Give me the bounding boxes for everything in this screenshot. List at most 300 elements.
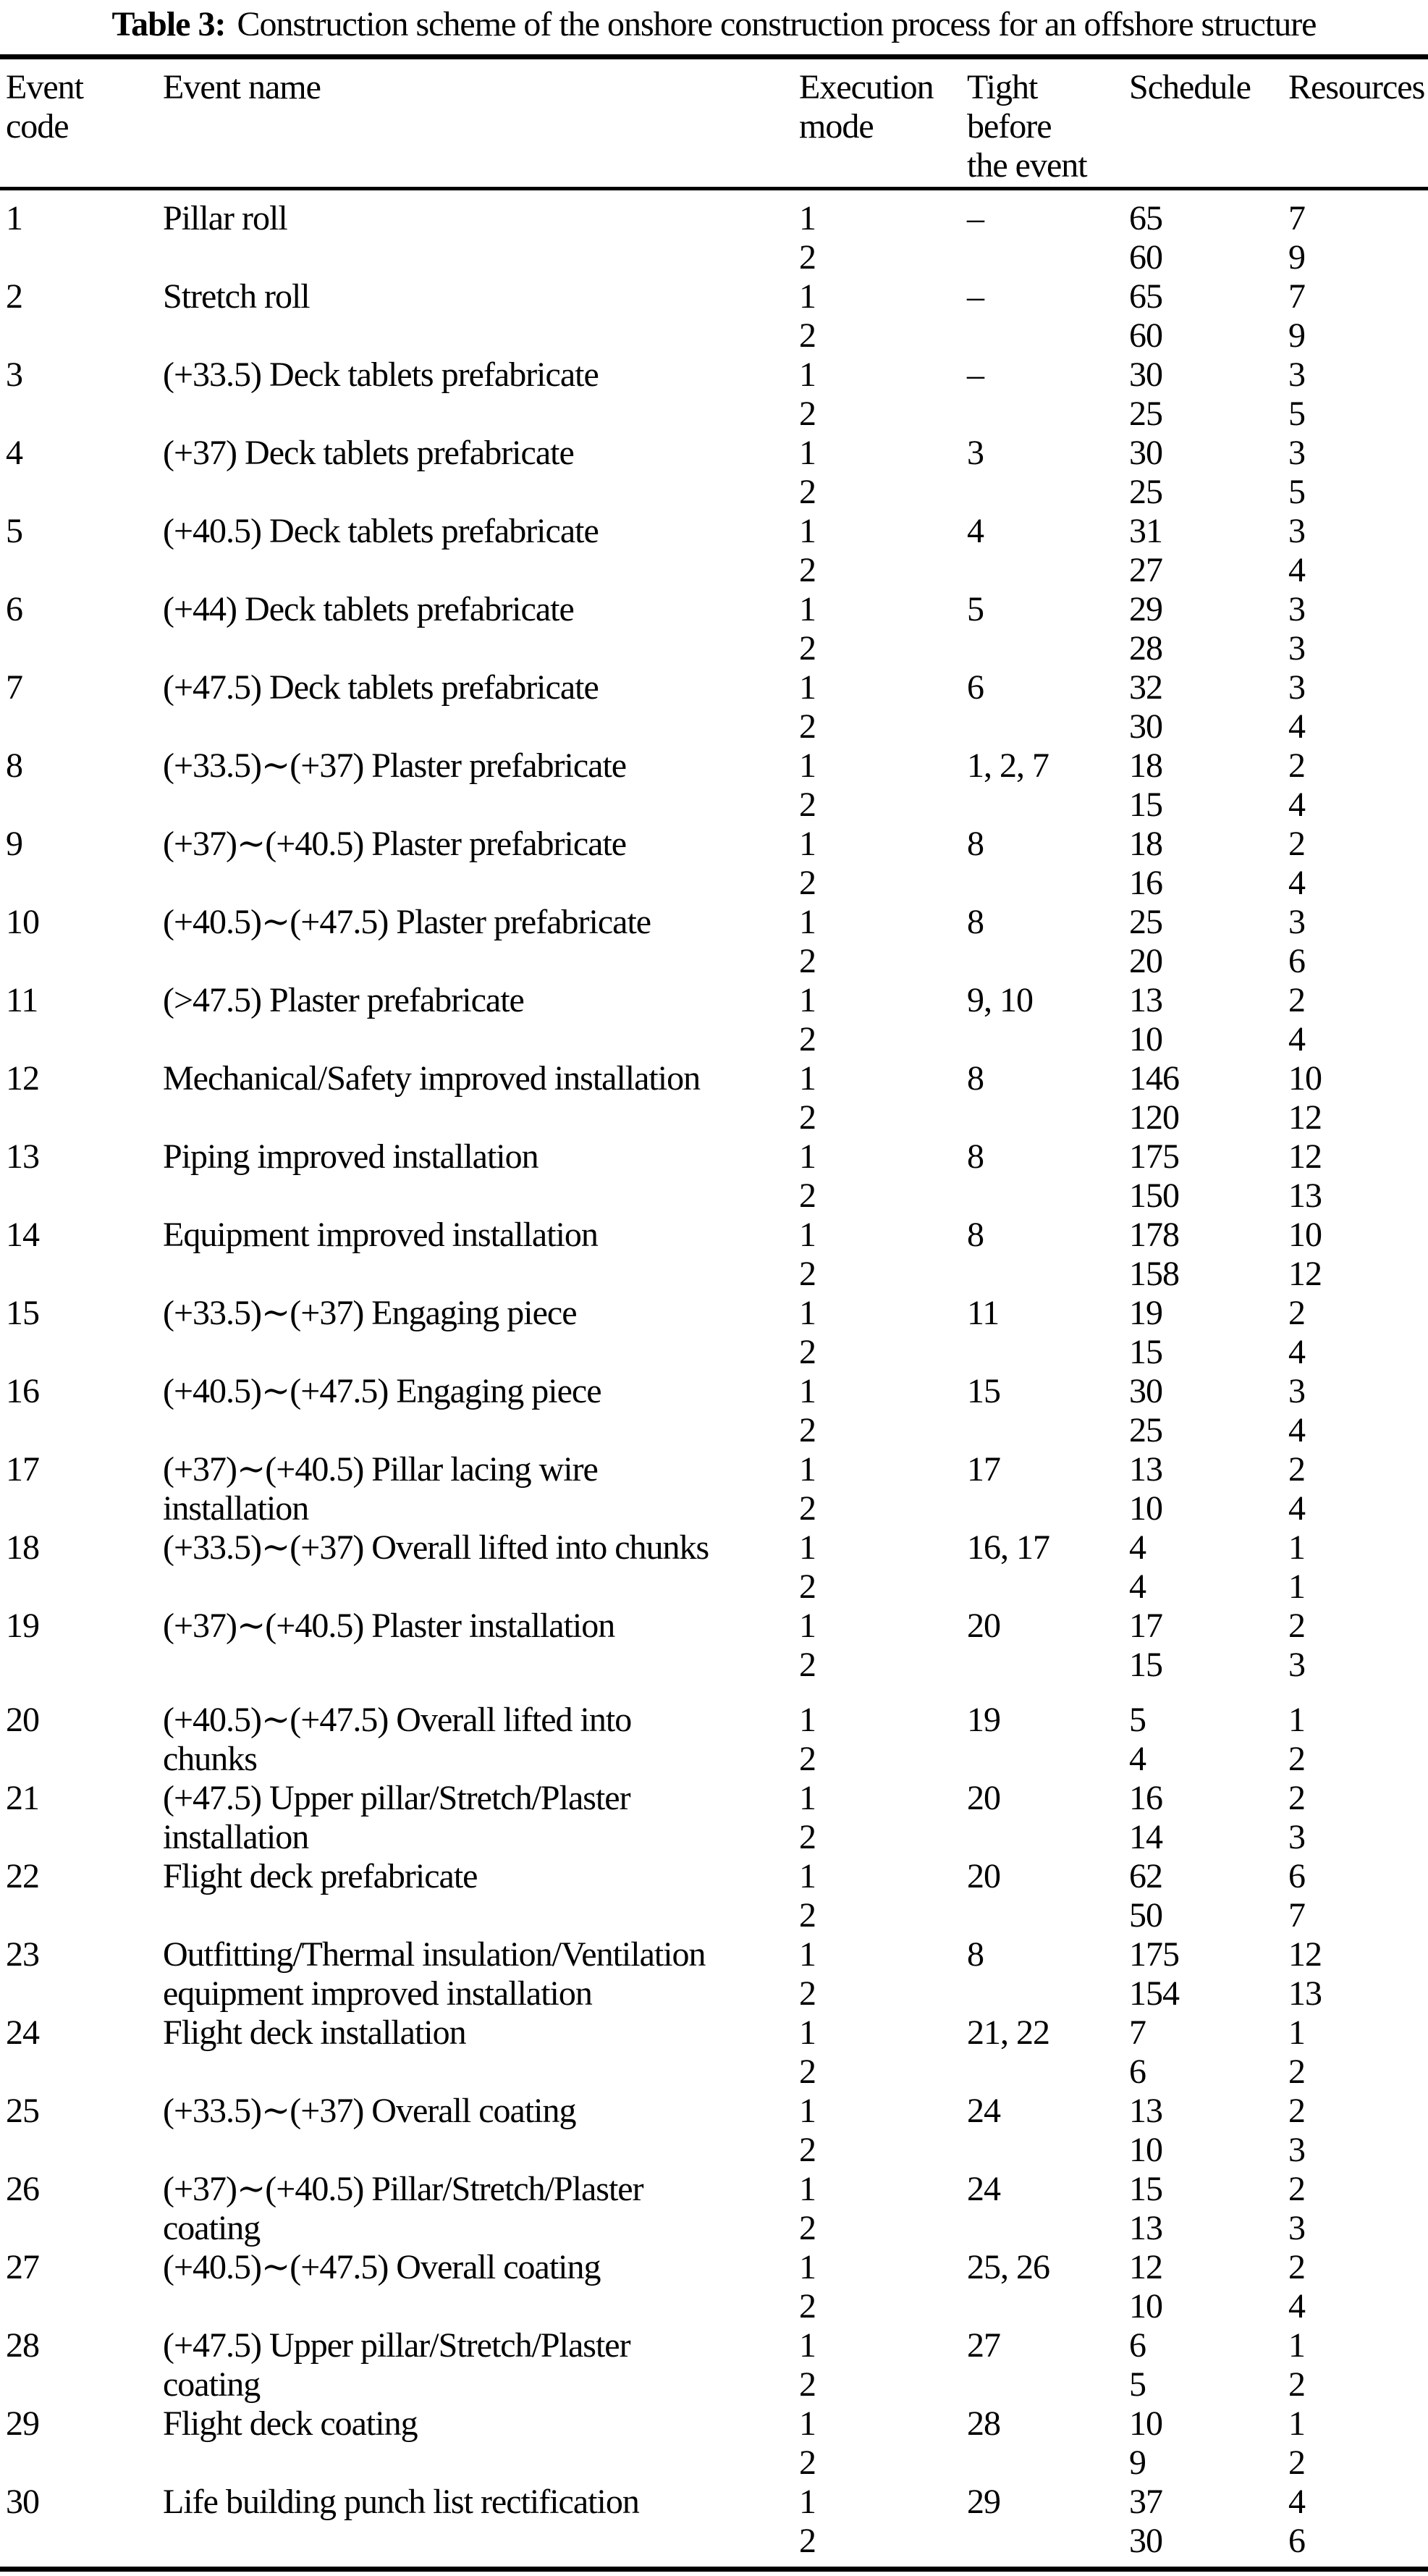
resources-cell: 3 (1288, 512, 1305, 550)
header-line: mode (799, 107, 874, 146)
event-code-cell: 11 (6, 981, 38, 1019)
resources-cell: 3 (1288, 1818, 1305, 1856)
event-name-cell (157, 1137, 793, 1216)
resources-cell: 3 (1288, 434, 1305, 472)
execution-mode-cell: 1 (799, 1059, 816, 1098)
tight-before-cell (961, 473, 1123, 512)
tight-before-cell (961, 864, 1123, 903)
header-line: Execution (799, 68, 934, 106)
execution-mode-cell: 2 (799, 1974, 816, 2013)
schedule-cell: 158 (1129, 1255, 1179, 1293)
header-line: the event (967, 146, 1087, 185)
resources-cell: 12 (1288, 1935, 1322, 1974)
tight-before-cell (961, 2053, 1123, 2092)
tight-before-cell: 8 (967, 1137, 984, 1176)
execution-mode-cell: 2 (799, 707, 816, 746)
execution-mode-cell: 1 (799, 1779, 816, 1817)
header-schedule (1123, 57, 1283, 189)
header-row (0, 57, 1428, 189)
schedule-cell: 9 (1129, 2444, 1146, 2482)
event-code-cell: 4 (6, 434, 22, 472)
resources-cell: 10 (1288, 1216, 1322, 1254)
schedule-cell: 62 (1129, 1857, 1162, 1895)
resources-cell: 2 (1288, 2170, 1305, 2208)
resources-cell: 1 (1288, 2326, 1305, 2365)
event-name-cell (157, 1607, 793, 1685)
event-name-cell (157, 199, 793, 277)
execution-mode-cell: 2 (799, 2522, 816, 2560)
tight-before-cell (961, 629, 1123, 668)
execution-mode-cell: 2 (799, 1646, 816, 1684)
event-code-cell: 15 (6, 1294, 39, 1332)
tight-before-cell (961, 2522, 1123, 2561)
spacer-row (0, 2561, 1428, 2569)
event-row (0, 668, 1428, 707)
table-caption-text: Construction scheme of the onshore construction process for an offshore structure (237, 5, 1317, 43)
resources-cell: 12 (1288, 1137, 1322, 1176)
execution-mode-cell: 1 (799, 2483, 816, 2521)
event-name-cell (157, 277, 793, 355)
event-row (0, 590, 1428, 629)
schedule-cell: 13 (1129, 981, 1162, 1019)
event-name-line: (+47.5) Deck tablets prefabricate (163, 668, 599, 707)
tight-before-cell (961, 786, 1123, 825)
resources-cell: 4 (1288, 786, 1305, 824)
schedule-cell: 10 (1129, 2404, 1162, 2443)
event-code-cell: 30 (6, 2483, 39, 2521)
schedule-cell: 37 (1129, 2483, 1162, 2521)
tight-before-cell: 1, 2, 7 (967, 746, 1049, 785)
schedule-cell: 178 (1129, 1216, 1179, 1254)
tight-before-cell (961, 1896, 1123, 1935)
resources-cell: 2 (1288, 825, 1305, 863)
execution-mode-cell: 2 (799, 2209, 816, 2247)
header-line: Event (6, 68, 83, 106)
event-row (0, 1701, 1428, 1740)
schedule-cell: 12 (1129, 2248, 1162, 2286)
spacer-row (0, 189, 1428, 200)
tight-before-cell (961, 551, 1123, 590)
event-row (0, 355, 1428, 395)
tight-before-cell: 20 (967, 1857, 1000, 1895)
resources-cell: 2 (1288, 2444, 1305, 2482)
execution-mode-cell: 1 (799, 1935, 816, 1974)
schedule-cell: 10 (1129, 2287, 1162, 2325)
schedule-cell: 30 (1129, 355, 1162, 394)
tight-before-cell (961, 2131, 1123, 2170)
resources-cell: 5 (1288, 395, 1305, 433)
tight-before-cell (961, 707, 1123, 746)
schedule-cell: 5 (1129, 2365, 1146, 2404)
event-row (0, 746, 1428, 786)
tight-before-cell: 20 (967, 1607, 1000, 1645)
schedule-cell: 175 (1129, 1137, 1179, 1176)
resources-cell: 2 (1288, 2053, 1305, 2091)
execution-mode-cell: 1 (799, 2326, 816, 2365)
event-name-line: (+40.5)∼(+47.5) Overall coating (163, 2248, 601, 2286)
resources-cell: 7 (1288, 199, 1305, 237)
header-event-code (0, 57, 157, 189)
event-name-line: (+33.5)∼(+37) Plaster prefabricate (163, 746, 627, 785)
execution-mode-cell: 1 (799, 2404, 816, 2443)
event-name-cell (157, 825, 793, 903)
execution-mode-cell: 1 (799, 1857, 816, 1895)
tight-before-cell: 8 (967, 825, 984, 863)
schedule-cell: 32 (1129, 668, 1162, 707)
resources-cell: 4 (1288, 2483, 1305, 2521)
resources-cell: 6 (1288, 1857, 1305, 1895)
schedule-cell: 19 (1129, 1294, 1162, 1332)
resources-cell: 1 (1288, 2013, 1305, 2052)
header-line: code (6, 107, 69, 146)
event-name-cell (157, 2483, 793, 2561)
resources-cell: 2 (1288, 2365, 1305, 2404)
event-code-cell: 12 (6, 1059, 39, 1098)
event-name-cell (157, 434, 793, 512)
resources-cell: 3 (1288, 903, 1305, 941)
schedule-cell: 13 (1129, 1450, 1162, 1489)
execution-mode-cell: 1 (799, 1372, 816, 1410)
event-name-line: equipment improved installation (163, 1974, 592, 2013)
event-name-cell (157, 355, 793, 434)
execution-mode-cell: 1 (799, 2013, 816, 2052)
schedule-cell: 14 (1129, 1818, 1162, 1856)
tight-before-cell: 25, 26 (967, 2248, 1049, 2286)
tight-before-cell: – (967, 277, 984, 316)
resources-cell: 4 (1288, 2287, 1305, 2325)
resources-cell: 1 (1288, 1528, 1305, 1567)
resources-cell: 2 (1288, 1779, 1305, 1817)
schedule-cell: 5 (1129, 1701, 1146, 1739)
tight-before-cell (961, 1974, 1123, 2013)
tight-before-cell: 11 (967, 1294, 1000, 1332)
schedule-cell: 25 (1129, 1411, 1162, 1449)
execution-mode-cell: 2 (799, 2444, 816, 2482)
event-name-cell (157, 1372, 793, 1450)
tight-before-cell (961, 1740, 1123, 1779)
event-name-line: Outfitting/Thermal insulation/Ventilation (163, 1935, 706, 1974)
tight-before-cell (961, 1098, 1123, 1137)
execution-mode-cell: 2 (799, 1333, 816, 1371)
execution-mode-cell: 2 (799, 316, 816, 355)
tight-before-cell: 8 (967, 1935, 984, 1974)
tight-before-cell: 24 (967, 2170, 1000, 2208)
execution-mode-cell: 2 (799, 2053, 816, 2091)
resources-cell: 3 (1288, 668, 1305, 707)
schedule-cell: 60 (1129, 238, 1162, 277)
resources-cell: 4 (1288, 551, 1305, 589)
schedule-cell: 15 (1129, 2170, 1162, 2208)
execution-mode-cell: 2 (799, 2365, 816, 2404)
tight-before-cell (961, 238, 1123, 277)
execution-mode-cell: 1 (799, 981, 816, 1019)
execution-mode-cell: 1 (799, 746, 816, 785)
schedule-cell: 27 (1129, 551, 1162, 589)
execution-mode-cell: 2 (799, 786, 816, 824)
resources-cell: 2 (1288, 1607, 1305, 1645)
resources-cell: 3 (1288, 2209, 1305, 2247)
event-code-cell: 18 (6, 1528, 39, 1567)
resources-cell: 7 (1288, 1896, 1305, 1935)
event-name-cell (157, 1059, 793, 1137)
event-name-cell (157, 1294, 793, 1372)
execution-mode-cell: 2 (799, 395, 816, 433)
schedule-cell: 154 (1129, 1974, 1179, 2013)
event-name-cell (157, 903, 793, 981)
schedule-cell: 150 (1129, 1177, 1179, 1215)
event-code-cell: 7 (6, 668, 22, 707)
event-row (0, 1137, 1428, 1177)
event-name-line: Piping improved installation (163, 1137, 538, 1176)
resources-cell: 12 (1288, 1098, 1322, 1137)
tight-before-cell (961, 1818, 1123, 1857)
event-row (0, 1528, 1428, 1567)
resources-cell: 2 (1288, 1450, 1305, 1489)
event-name-line: (+37)∼(+40.5) Pillar lacing wire (163, 1450, 598, 1489)
event-code-cell: 29 (6, 2404, 39, 2443)
header-resources (1283, 57, 1428, 189)
event-row (0, 1935, 1428, 1974)
execution-mode-cell: 1 (799, 668, 816, 707)
execution-mode-cell: 2 (799, 1818, 816, 1856)
execution-mode-cell: 2 (799, 942, 816, 980)
event-name-line: Life building punch list rectification (163, 2483, 639, 2521)
execution-mode-cell: 2 (799, 473, 816, 511)
resources-cell: 1 (1288, 1567, 1305, 1606)
event-name-line: Stretch roll (163, 277, 310, 316)
resources-cell: 10 (1288, 1059, 1322, 1098)
schedule-cell: 60 (1129, 316, 1162, 355)
event-code-cell: 5 (6, 512, 22, 550)
schedule-cell: 13 (1129, 2209, 1162, 2247)
event-row (0, 1779, 1428, 1818)
schedule-cell: 4 (1129, 1567, 1146, 1606)
execution-mode-cell: 1 (799, 590, 816, 628)
event-name-line: (+37)∼(+40.5) Plaster installation (163, 1607, 615, 1645)
event-name-line: (>47.5) Plaster prefabricate (163, 981, 524, 1019)
tight-before-cell (961, 1020, 1123, 1059)
tight-before-cell: 27 (967, 2326, 1000, 2365)
event-code-cell: 28 (6, 2326, 39, 2365)
execution-mode-cell: 2 (799, 1411, 816, 1449)
event-code-cell: 19 (6, 1607, 39, 1645)
tight-before-cell: – (967, 199, 984, 237)
event-row (0, 2326, 1428, 2365)
schedule-cell: 31 (1129, 512, 1162, 550)
execution-mode-cell: 2 (799, 1098, 816, 1137)
schedule-cell: 4 (1129, 1528, 1146, 1567)
schedule-cell: 175 (1129, 1935, 1179, 1974)
event-row (0, 199, 1428, 238)
resources-cell: 4 (1288, 864, 1305, 902)
execution-mode-cell: 1 (799, 2092, 816, 2130)
execution-mode-cell: 2 (799, 1489, 816, 1528)
construction-scheme-table (0, 54, 1428, 2572)
event-code-cell: 14 (6, 1216, 39, 1254)
event-name-line: (+37)∼(+40.5) Plaster prefabricate (163, 825, 627, 863)
resources-cell: 4 (1288, 1411, 1305, 1449)
schedule-cell: 25 (1129, 473, 1162, 511)
tight-before-cell: 6 (967, 668, 984, 707)
execution-mode-cell: 1 (799, 277, 816, 316)
event-row (0, 1857, 1428, 1896)
tight-before-cell: 5 (967, 590, 984, 628)
event-row (0, 1294, 1428, 1333)
event-name-cell (157, 2248, 793, 2326)
schedule-cell: 10 (1129, 2131, 1162, 2169)
event-code-cell: 1 (6, 199, 22, 237)
resources-cell: 2 (1288, 1294, 1305, 1332)
resources-cell: 2 (1288, 1740, 1305, 1778)
event-name-cell (157, 2404, 793, 2483)
schedule-cell: 25 (1129, 395, 1162, 433)
event-row (0, 434, 1428, 473)
header-line: Tight (967, 68, 1038, 106)
event-code-cell: 24 (6, 2013, 39, 2052)
schedule-cell: 15 (1129, 1333, 1162, 1371)
schedule-cell: 20 (1129, 942, 1162, 980)
event-name-line: Pillar roll (163, 199, 287, 237)
event-name-cell (157, 1935, 793, 2013)
schedule-cell: 16 (1129, 1779, 1162, 1817)
header-event-name (157, 57, 793, 189)
schedule-cell: 4 (1129, 1740, 1146, 1778)
event-name-line: coating (163, 2209, 261, 2247)
tight-before-cell: 4 (967, 512, 984, 550)
tight-before-cell (961, 2365, 1123, 2404)
event-row (0, 2170, 1428, 2209)
event-name-line: installation (163, 1489, 309, 1528)
schedule-cell: 65 (1129, 277, 1162, 316)
resources-cell: 3 (1288, 1372, 1305, 1410)
schedule-cell: 6 (1129, 2053, 1146, 2091)
event-name-line: (+40.5) Deck tablets prefabricate (163, 512, 599, 550)
schedule-cell: 18 (1129, 825, 1162, 863)
execution-mode-cell: 1 (799, 199, 816, 237)
resources-cell: 6 (1288, 2522, 1305, 2560)
event-row (0, 1607, 1428, 1646)
execution-mode-cell: 2 (799, 864, 816, 902)
header-line: Schedule (1129, 68, 1251, 106)
execution-mode-cell: 1 (799, 1216, 816, 1254)
execution-mode-cell: 1 (799, 1607, 816, 1645)
execution-mode-cell: 1 (799, 2170, 816, 2208)
event-code-cell: 27 (6, 2248, 39, 2286)
tight-before-cell: 8 (967, 1059, 984, 1098)
schedule-cell: 146 (1129, 1059, 1179, 1098)
resources-cell: 3 (1288, 355, 1305, 394)
tight-before-cell: 9, 10 (967, 981, 1033, 1019)
execution-mode-cell: 1 (799, 1450, 816, 1489)
resources-cell: 13 (1288, 1177, 1322, 1215)
tight-before-cell: 21, 22 (967, 2013, 1049, 2052)
event-name-cell (157, 2170, 793, 2248)
execution-mode-cell: 1 (799, 903, 816, 941)
header-line: Resources (1288, 68, 1425, 106)
tight-before-cell: 28 (967, 2404, 1000, 2443)
event-code-cell: 13 (6, 1137, 39, 1176)
event-name-cell (157, 746, 793, 825)
execution-mode-cell: 1 (799, 1294, 816, 1332)
header-execution-mode (793, 57, 961, 189)
resources-cell: 1 (1288, 2404, 1305, 2443)
tight-before-cell (961, 2209, 1123, 2248)
event-code-cell: 8 (6, 746, 22, 785)
event-name-line: (+40.5)∼(+47.5) Engaging piece (163, 1372, 601, 1410)
execution-mode-cell: 2 (799, 2287, 816, 2325)
event-name-line: Flight deck installation (163, 2013, 466, 2052)
spacer-cell (0, 189, 1428, 200)
event-code-cell: 26 (6, 2170, 39, 2208)
execution-mode-cell: 2 (799, 2131, 816, 2169)
event-name-cell (157, 668, 793, 746)
event-code-cell: 23 (6, 1935, 39, 1974)
event-row (0, 903, 1428, 942)
tight-before-cell (961, 1567, 1123, 1607)
tight-before-cell: 29 (967, 2483, 1000, 2521)
header-tight-before-the-event (961, 57, 1123, 189)
event-name-line: Flight deck prefabricate (163, 1857, 478, 1895)
event-name-line: (+33.5)∼(+37) Overall coating (163, 2092, 576, 2130)
schedule-cell: 30 (1129, 1372, 1162, 1410)
event-row (0, 2092, 1428, 2131)
event-row (0, 277, 1428, 316)
tight-before-cell: 8 (967, 1216, 984, 1254)
schedule-cell: 7 (1129, 2013, 1146, 2052)
event-name-cell (157, 981, 793, 1059)
resources-cell: 2 (1288, 2248, 1305, 2286)
execution-mode-cell: 1 (799, 2248, 816, 2286)
execution-mode-cell: 2 (799, 629, 816, 668)
tight-before-cell (961, 1177, 1123, 1216)
schedule-cell: 17 (1129, 1607, 1162, 1645)
tight-before-cell (961, 395, 1123, 434)
schedule-cell: 28 (1129, 629, 1162, 668)
tight-before-cell (961, 1255, 1123, 1294)
event-name-line: (+40.5)∼(+47.5) Overall lifted into (163, 1701, 632, 1739)
schedule-cell: 30 (1129, 434, 1162, 472)
resources-cell: 3 (1288, 2131, 1305, 2169)
event-code-cell: 3 (6, 355, 22, 394)
event-code-cell: 22 (6, 1857, 39, 1895)
execution-mode-cell: 1 (799, 512, 816, 550)
event-name-cell (157, 1779, 793, 1857)
event-name-cell (157, 2092, 793, 2170)
event-name-line: (+37)∼(+40.5) Pillar/Stretch/Plaster (163, 2170, 643, 2208)
resources-cell: 3 (1288, 1646, 1305, 1684)
header-line: before (967, 107, 1052, 146)
table-caption (0, 0, 1428, 54)
event-name-cell (157, 1528, 793, 1607)
resources-cell: 12 (1288, 1255, 1322, 1293)
execution-mode-cell: 2 (799, 1255, 816, 1293)
tight-before-cell: 3 (967, 434, 984, 472)
schedule-cell: 10 (1129, 1489, 1162, 1528)
resources-cell: 4 (1288, 1489, 1305, 1528)
schedule-cell: 15 (1129, 1646, 1162, 1684)
event-name-line: Mechanical/Safety improved installation (163, 1059, 701, 1098)
event-row (0, 1372, 1428, 1411)
tight-before-cell: 17 (967, 1450, 1000, 1489)
execution-mode-cell: 2 (799, 1020, 816, 1058)
event-code-cell: 2 (6, 277, 22, 316)
execution-mode-cell: 2 (799, 1177, 816, 1215)
event-code-cell: 25 (6, 2092, 39, 2130)
event-name-line: Equipment improved installation (163, 1216, 598, 1254)
schedule-cell: 16 (1129, 864, 1162, 902)
event-name-line: (+37) Deck tablets prefabricate (163, 434, 574, 472)
execution-mode-cell: 1 (799, 825, 816, 863)
